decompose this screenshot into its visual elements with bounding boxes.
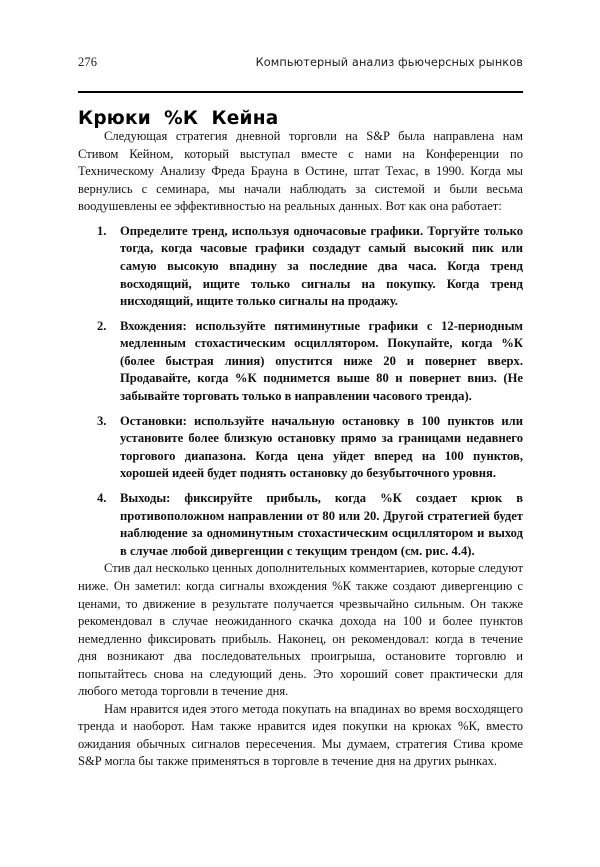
- numbered-steps-list: [78, 223, 523, 561]
- list-item-text: Вхождения: используйте пятиминутные графики с 12-периодным медленным стохастическим осциллятором. Покупайте, когда %К (более быстрая линия) опустится ниже 20 и повернет вверх. Продавайте, когда %К поднимется выше 80 и повернет вниз. (Не забывайте торговать только в направлении часового тренда).: [120, 318, 523, 404]
- list-item-number: 1.: [97, 223, 107, 238]
- book-title: Компьютерный анализ фьючерсных рынков: [255, 56, 523, 69]
- list-item: [78, 318, 523, 406]
- list-item-text: Остановки: используйте начальную остановку в 100 пунктов или установите более близкую остановку прямо за границами недавнего торгового диапазона. Когда цена уйдет вперед на 100 пунктов, хорошей идеей будет поднять остановку до безубыточного уровня.: [120, 413, 523, 481]
- intro-paragraph: Следующая стратегия дневной торговли на S&P была направлена нам Стивом Кейном, который выступал вместе с нами на Конференции по Техническому Анализу Фреда Брауна в Остине, штат Техас, в 1990. Когда мы вернулись с семинара, мы начали наблюдать за системой и были весьма воодушевлены ее эффективностью на реальных данных. Вот как она работает:: [78, 129, 523, 214]
- closing-paragraph-1: Стив дал несколько ценных дополнительных комментариев, которые следуют ниже. Он заметил: когда сигналы вхождения %К также создают дивергенцию с ценами, то движение в результате получается чрезвычайно сильным. Он также рекомендовал в случае неожиданного скачка дохода на 100 и более пунктов немедленно фиксировать прибыль. Наконец, он рекомендовал: когда в течение дня возникают два последовательных проигрыша, остановите торговлю и попытайтесь снова на следующий день. Это хороший совет практически для любого метода торговли в течение дня.: [78, 561, 523, 699]
- list-item-number: 4.: [97, 491, 107, 506]
- list-item-number: 3.: [97, 413, 107, 428]
- section-heading: Крюки %К Кейна: [78, 108, 279, 130]
- list-item: [78, 413, 523, 483]
- text-column: [78, 128, 523, 771]
- list-item: [78, 223, 523, 311]
- list-item-text: Определите тренд, используя одночасовые графики. Торгуйте только тогда, когда часовые графики создадут самый высокий пик или самую высокую впадину за последние два часа. Когда тренд восходящий, ищите только сигналы на покупку. Когда тренд нисходящий, ищите только сигналы на продажу.: [120, 223, 523, 309]
- heading-rule: [78, 91, 523, 93]
- page-number: 276: [78, 55, 98, 69]
- closing-paragraph-2: Нам нравится идея этого метода покупать на впадинах во время восходящего тренда и наоборот. Нам также нравится идея покупки на крюках %К, вместо ожидания обычных сигналов пересечения. Мы думаем, стратегия Стива кроме S&P могла бы также применяться в торговле в течение дня на других рынках.: [78, 701, 523, 769]
- list-item-number: 2.: [97, 318, 107, 333]
- list-item-text: Выходы: фиксируйте прибыль, когда %К создает крюк в противоположном направлении от 80 или 20. Другой стратегией будет наблюдение за одноминутным стохастическим осциллятором и выход в случае любой дивергенции с текущим трендом (см. рис. 4.4).: [120, 491, 523, 558]
- running-head: [78, 55, 523, 73]
- list-item: [78, 490, 523, 560]
